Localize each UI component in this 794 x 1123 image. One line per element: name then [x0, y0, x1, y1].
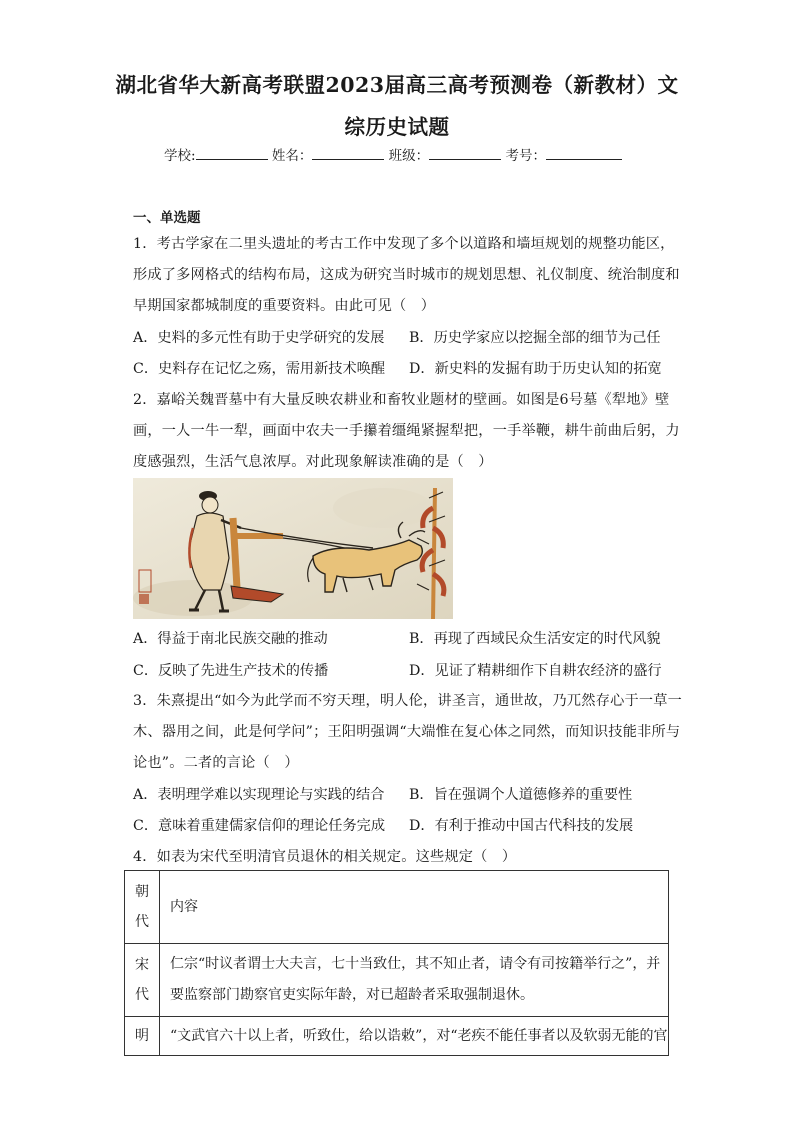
q3-option-c[interactable]: C．意味着重建儒家信仰的理论任务完成: [133, 818, 386, 834]
number-label: 考号：: [505, 148, 546, 164]
content-line: “文武官六十以上者，听致仕，给以诰敕”，对“老疾不能任事者以及软弱无能的官: [170, 1028, 668, 1044]
q4-stem-line: 4．如表为宋代至明清官员退休的相关规定。这些规定（ ）: [133, 849, 517, 865]
q1-option-b[interactable]: B．历史学家应以挖掘全部的细节为己任: [409, 330, 661, 346]
school-blank[interactable]: [196, 147, 268, 160]
header-dynasty-cell: [125, 871, 160, 944]
section-title: 一、单选题: [133, 210, 201, 226]
name-blank[interactable]: [312, 147, 384, 160]
dynasty-cell: [125, 944, 160, 1017]
q1-option-d[interactable]: D．新史料的发掘有助于历史认知的拓宽: [409, 361, 662, 377]
q1-stem-line-3: 早期国家都城制度的重要资料。由此可见（ ）: [133, 298, 436, 314]
q1-option-a[interactable]: A．史料的多元性有助于史学研究的发展: [133, 330, 385, 346]
class-label: 班级：: [388, 148, 430, 164]
exam-title-line-2: 综历史试题: [344, 115, 450, 139]
content-cell: [160, 1017, 669, 1056]
content-line: 要监察部门勘察官吏实际年龄，对已超龄者采取强制退休。: [170, 987, 534, 1003]
student-info-row: [164, 144, 622, 164]
header-content-cell: 内容: [160, 871, 669, 944]
q3-option-a[interactable]: A．表明理学难以实现理论与实践的结合: [133, 787, 385, 803]
q1-option-c[interactable]: C．史料存在记忆之殇，需用新技术唤醒: [133, 361, 386, 377]
name-label: 姓名：: [271, 148, 313, 164]
q3-stem-line-3: 论也”。二者的言论（ ）: [133, 755, 299, 771]
q3-stem-line-2: 木、器用之间，此是何学问”；王阳明强调“大端惟在复心体之同然，而知识技能非所与: [133, 724, 681, 740]
dynasty-cell: [125, 1017, 160, 1056]
content-cell: [160, 944, 669, 1017]
content-line: 仁宗“时议者谓士大夫言，七十当致仕，其不知止者，请令有司按籍举行之”，并: [170, 956, 661, 972]
table-header-row: [125, 871, 669, 944]
exam-title-line-1: 湖北省华大新高考联盟2023届高三高考预测卷（新教材）文: [115, 73, 679, 97]
table-row: [125, 1017, 669, 1056]
q2-option-c[interactable]: C．反映了先进生产技术的传播: [133, 663, 329, 679]
q3-stem-line-1: 3．朱熹提出“如今为此学而不穷天理，明人伦，讲圣言，通世故，乃兀然存心于一草一: [133, 693, 683, 709]
q1-stem-line-1: 1．考古学家在二里头遗址的考古工作中发现了多个以道路和墙垣规划的规整功能区，: [133, 236, 675, 252]
header-dynasty-text: 朝代: [135, 884, 149, 930]
dynasty-text: 宋代: [135, 957, 149, 1003]
class-blank[interactable]: [429, 147, 501, 160]
q3-option-d[interactable]: D．有利于推动中国古代科技的发展: [409, 818, 634, 834]
dynasty-text: 明: [135, 1028, 149, 1044]
q2-stem-line-2: 画，一人一牛一犁，画面中农夫一手攥着缰绳紧握犁把，一手举鞭，耕牛前曲后躬，力: [133, 423, 680, 439]
q1-stem-line-2: 形成了多网格式的结构布局，这成为研究当时城市的规划思想、礼仪制度、统治制度和: [133, 267, 680, 283]
plowing-mural-image: [133, 478, 453, 619]
q2-stem-line-3: 度感强烈，生活气息浓厚。对此现象解读准确的是（ ）: [133, 454, 493, 470]
q3-option-b[interactable]: B．旨在强调个人道德修养的重要性: [409, 787, 633, 803]
school-label: 学校:: [164, 148, 196, 164]
q2-option-b[interactable]: B．再现了西域民众生活安定的时代风貌: [409, 631, 661, 647]
retirement-rules-table: [124, 870, 669, 1056]
q2-option-a[interactable]: A．得益于南北民族交融的推动: [133, 631, 328, 647]
number-blank[interactable]: [546, 147, 622, 160]
q2-option-d[interactable]: D．见证了精耕细作下自耕农经济的盛行: [409, 663, 662, 679]
q2-stem-line-1: 2．嘉峪关魏晋墓中有大量反映农耕业和畜牧业题材的壁画。如图是6号墓《犁地》壁: [133, 392, 670, 408]
table-row: [125, 944, 669, 1017]
